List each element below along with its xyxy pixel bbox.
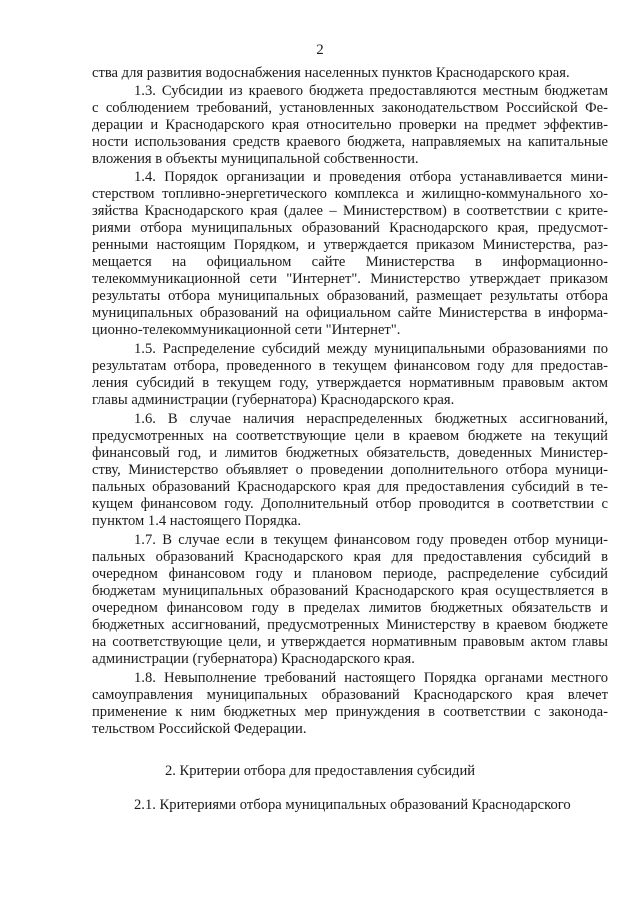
text-line: на соответствующие цели, и утверждается нормативным правовым актом главы (92, 634, 608, 650)
text-line: ства для развития водоснабжения населенных пунктов Краснодарского края. (92, 65, 570, 81)
text-line: 1.8. Невыполнение требований настоящего Порядка органами местного (134, 670, 608, 686)
text-line: главы администрации (губернатора) Краснодарского края. (92, 392, 455, 408)
text-line: зяйства Краснодарского края (далее – Министерством) в соответствии с крите- (92, 203, 608, 219)
text-line: с соблюдением требований, установленных законодательством Российской Фе- (92, 100, 608, 116)
text-line: очередном финансовом году в пределах лимитов бюджетных обязательств и (92, 600, 608, 616)
text-line: дерации и Краснодарского края относительно проверки на предмет эффектив- (92, 117, 608, 133)
text-line: ности использования средств краевого бюджета, направляемых на капитальные (92, 134, 608, 150)
text-line: 2.1. Критериями отбора муниципальных образований Краснодарского (134, 797, 571, 813)
text-line: муниципальных образований на официальном сайте Министерства в информа- (92, 305, 608, 321)
text-line: стерством топливно-энергетического комплекса и жилищно-коммунального хо- (92, 186, 608, 202)
text-line: пальных образований Краснодарского края для предоставления субсидий в (92, 549, 608, 565)
text-line: 1.3. Субсидии из краевого бюджета предоставляются местным бюджетам (134, 83, 608, 99)
text-line: ционно-телекоммуникационной сети "Интернет". (92, 322, 401, 338)
text-line: бюджетам муниципальных образований Краснодарского края осуществляется в (92, 583, 608, 599)
text-line: ству, Министерство объявляет о проведении дополнительного отбора муници- (92, 462, 608, 478)
text-line: применение к ним бюджетных мер принуждения в соответствии с законода- (92, 704, 608, 720)
text-line: финансовый год, и лимитов бюджетных обязательств, доведенных Министер- (92, 445, 608, 461)
text-line: результатам отбора, проведенного в текущем финансовом году для предостав- (92, 358, 608, 374)
text-line: предусмотренных на соответствующие цели в краевом бюджете на текущий (92, 428, 608, 444)
text-line: очередном финансовом году и плановом периоде, распределение субсидий (92, 566, 608, 582)
section-heading: 2. Критерии отбора для предоставления субсидий (164, 763, 476, 779)
text-line: пунктом 1.4 настоящего Порядка. (92, 513, 302, 529)
text-line: кущем финансовом году. Дополнительный отбор проводится в соответствии с (92, 496, 608, 512)
text-line: риями отбора муниципальных образований Краснодарского края, предусмот- (92, 220, 608, 236)
text-line: 1.6. В случае наличия нераспределенных бюджетных ассигнований, (134, 411, 608, 427)
text-line: тельством Российской Федерации. (92, 721, 307, 737)
text-line: мещается на официальном сайте Министерства в информационно- (92, 254, 608, 270)
text-line: ления субсидий в текущем году, утверждается нормативным правовым актом (92, 375, 608, 391)
text-line: бюджетных ассигнований, предусмотренных Министерству в краевом бюджете (92, 617, 608, 633)
page-number: 2 (316, 42, 324, 58)
text-line: вложения в объекты муниципальной собственности. (92, 151, 419, 167)
text-line: 1.5. Распределение субсидий между муниципальными образованиями по (134, 341, 608, 357)
text-line: самоуправления муниципальных образований Краснодарского края влечет (92, 687, 608, 703)
text-line: администрации (губернатора) Краснодарского края. (92, 651, 415, 667)
text-line: пальных образований Краснодарского края для предоставления субсидий в те- (92, 479, 608, 495)
text-line: телекоммуникационной сети "Интернет". Министерство утверждает приказом (92, 271, 608, 287)
text-line: результаты отбора муниципальных образований, размещает результаты отбора (92, 288, 608, 304)
text-line: 1.7. В случае если в текущем финансовом году проведен отбор муници- (134, 532, 608, 548)
text-line: ренными настоящим Порядком, и утверждается приказом Министерства, раз- (92, 237, 608, 253)
text-line: 1.4. Порядок организации и проведения отбора устанавливается мини- (134, 169, 608, 185)
